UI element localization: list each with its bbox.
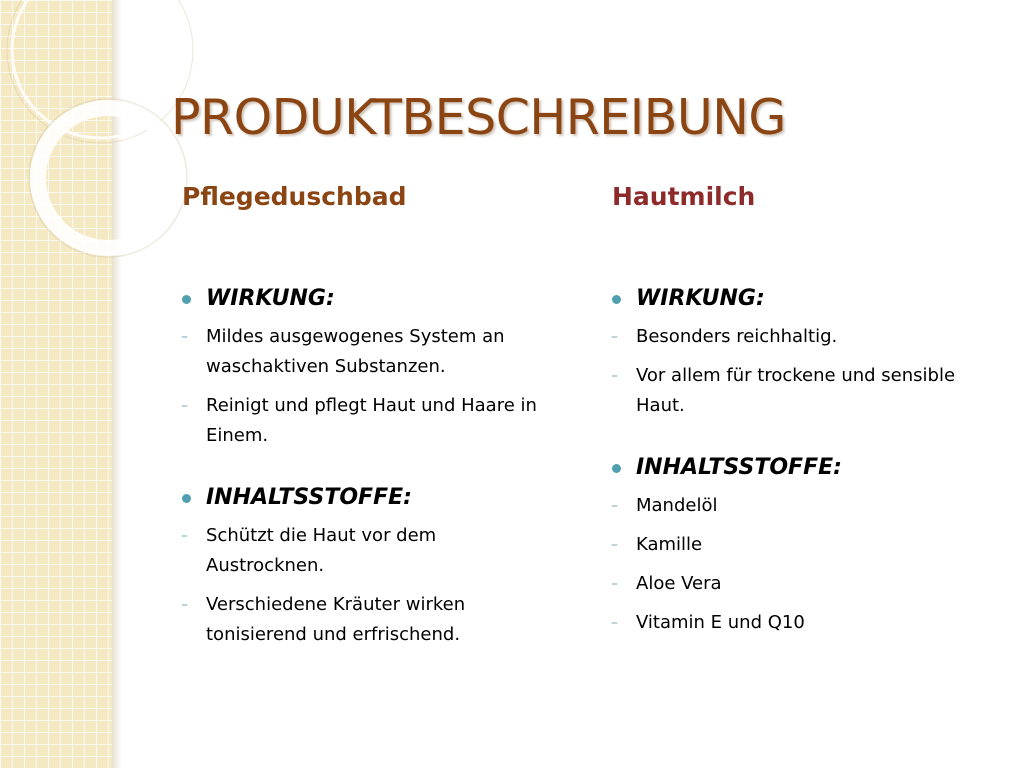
list-item-text: Schützt die Haut vor dem Austrocknen. xyxy=(206,525,437,576)
sub-list xyxy=(606,491,986,638)
dash-icon: – xyxy=(611,615,618,631)
right-column xyxy=(606,282,986,647)
dash-icon: – xyxy=(181,398,188,414)
round-bullet-icon xyxy=(182,295,191,304)
page-title: PRODUKTBESCHREIBUNG xyxy=(171,88,786,146)
sub-list xyxy=(176,322,556,451)
dash-icon: – xyxy=(181,597,188,613)
dash-icon: – xyxy=(611,329,618,345)
list-item xyxy=(176,590,556,650)
list-item-text: Besonders reichhaltig. xyxy=(636,326,838,347)
list-item-text: Aloe Vera xyxy=(636,573,722,594)
right-section-wirkung xyxy=(606,282,986,421)
dash-icon: – xyxy=(181,528,188,544)
right-section-inhaltsstoffe xyxy=(606,451,986,638)
decorative-rings-icon xyxy=(0,0,140,260)
list-item-text: Vor allem für trockene und sensible Haut. xyxy=(636,365,956,416)
list-item xyxy=(606,530,986,560)
left-column-heading: Pflegeduschbad xyxy=(182,182,407,211)
list-item xyxy=(176,322,556,382)
left-section-inhaltsstoffe xyxy=(176,481,556,650)
list-item xyxy=(606,491,986,521)
section-label-text: INHALTSSTOFFE: xyxy=(206,485,412,510)
section-label xyxy=(606,282,986,316)
round-bullet-icon xyxy=(182,494,191,503)
left-column xyxy=(176,282,556,659)
list-item xyxy=(606,361,986,421)
section-label-text: INHALTSSTOFFE: xyxy=(636,455,842,480)
sub-list xyxy=(176,521,556,650)
list-item-text: Kamille xyxy=(636,534,703,555)
round-bullet-icon xyxy=(612,295,621,304)
list-item xyxy=(606,322,986,352)
list-item xyxy=(606,569,986,599)
list-item-text: Reinigt und pflegt Haut und Haare in Einem. xyxy=(206,395,537,446)
sub-list xyxy=(606,322,986,421)
round-bullet-icon xyxy=(612,464,621,473)
section-label xyxy=(176,282,556,316)
list-item-text: Verschiedene Kräuter wirken tonisierend und erfrischend. xyxy=(206,594,466,645)
list-item-text: Vitamin E und Q10 xyxy=(636,612,805,633)
section-label xyxy=(176,481,556,515)
list-item-text: Mildes ausgewogenes System an waschaktiven Substanzen. xyxy=(206,326,505,377)
list-item xyxy=(176,391,556,451)
dash-icon: – xyxy=(611,537,618,553)
list-item xyxy=(606,608,986,638)
dash-icon: – xyxy=(611,576,618,592)
list-item xyxy=(176,521,556,581)
section-label xyxy=(606,451,986,485)
right-column-heading: Hautmilch xyxy=(612,182,756,211)
dash-icon: – xyxy=(611,368,618,384)
dash-icon: – xyxy=(611,498,618,514)
section-label-text: WIRKUNG: xyxy=(636,286,765,311)
section-label-text: WIRKUNG: xyxy=(206,286,335,311)
dash-icon: – xyxy=(181,329,188,345)
list-item-text: Mandelöl xyxy=(636,495,718,516)
left-section-wirkung xyxy=(176,282,556,451)
